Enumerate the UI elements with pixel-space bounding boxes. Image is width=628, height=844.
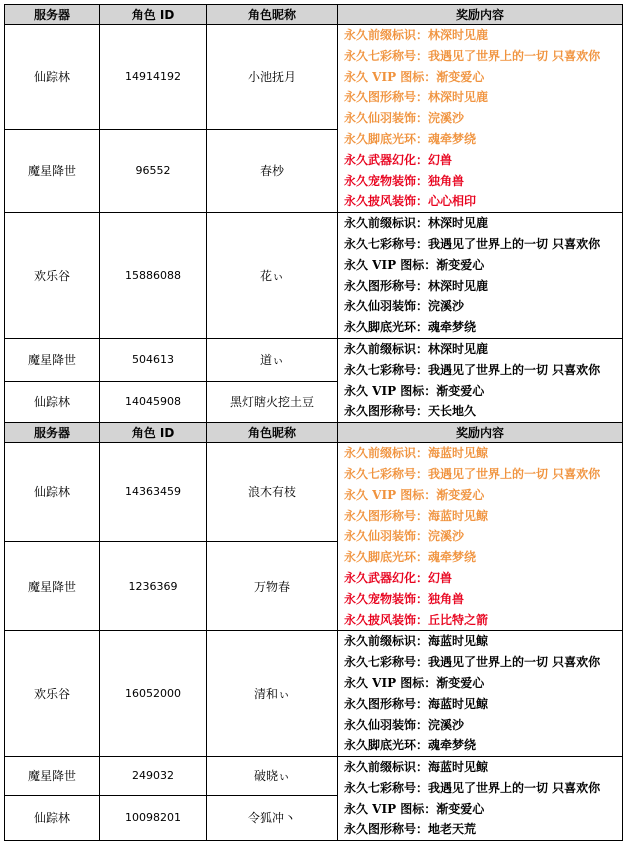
reward-line: 永久七彩称号：我遇见了世界上的一切 只喜欢你 <box>344 236 601 251</box>
reward-line: 永久仙羽装饰：浣溪沙 <box>344 299 465 314</box>
server-cell: 魔星降世 <box>5 541 100 631</box>
reward-line: 永久七彩称号：我遇见了世界上的一切 只喜欢你 <box>344 655 601 670</box>
reward-line: 永久前缀标识：海蓝时见鲸 <box>344 760 489 775</box>
nickname-cell: 浪木有枝 <box>207 443 338 542</box>
reward-line: 永久图形称号：天长地久 <box>344 404 477 419</box>
reward-cell <box>338 443 623 631</box>
reward-line: 永久宠物装饰：独角兽 <box>344 173 465 188</box>
header-role-id: 角色 ID <box>100 5 207 25</box>
reward-cell <box>338 338 623 422</box>
reward-line: 永久图形称号：林深时见鹿 <box>344 278 489 293</box>
reward-line: 永久图形称号：海蓝时见鲸 <box>344 696 489 711</box>
role-id-cell: 1236369 <box>100 541 207 631</box>
reward-table <box>4 4 623 841</box>
server-cell: 魔星降世 <box>5 129 100 213</box>
reward-line: 永久前缀标识：林深时见鹿 <box>344 341 489 356</box>
header-reward: 奖励内容 <box>338 5 623 25</box>
reward-line: 永久 VIP 图标：渐变爱心 <box>344 383 485 398</box>
reward-line: 永久七彩称号：我遇见了世界上的一切 只喜欢你 <box>344 780 601 795</box>
header-server: 服务器 <box>5 5 100 25</box>
role-id-cell: 16052000 <box>100 631 207 757</box>
reward-line: 永久脚底光环：魂牵梦绕 <box>344 131 477 146</box>
reward-line: 永久披风装饰：丘比特之箭 <box>344 612 489 627</box>
header-nickname: 角色昵称 <box>207 423 338 443</box>
header-row <box>5 423 623 443</box>
reward-line: 永久 VIP 图标：渐变爱心 <box>344 675 485 690</box>
reward-cell <box>338 25 623 213</box>
server-cell: 欢乐谷 <box>5 213 100 339</box>
reward-line: 永久七彩称号：我遇见了世界上的一切 只喜欢你 <box>344 362 601 377</box>
reward-line: 永久前缀标识：林深时见鹿 <box>344 28 489 42</box>
nickname-cell: 令狐冲丶 <box>207 795 338 841</box>
reward-line: 永久武器幻化：幻兽 <box>344 570 453 585</box>
reward-line: 永久仙羽装饰：浣溪沙 <box>344 111 465 126</box>
table-row <box>5 25 623 130</box>
table-row <box>5 443 623 542</box>
reward-line: 永久前缀标识：海蓝时见鲸 <box>344 634 489 649</box>
reward-line: 永久宠物装饰：独角兽 <box>344 591 465 606</box>
role-id-cell: 14045908 <box>100 381 207 423</box>
nickname-cell: 道ぃ <box>207 338 338 381</box>
nickname-cell: 花ぃ <box>207 213 338 339</box>
table-row <box>5 338 623 381</box>
reward-line: 永久脚底光环：魂牵梦绕 <box>344 550 477 565</box>
reward-line: 永久图形称号：海蓝时见鲸 <box>344 508 489 523</box>
role-id-cell: 15886088 <box>100 213 207 339</box>
server-cell: 欢乐谷 <box>5 631 100 757</box>
server-cell: 仙踪林 <box>5 443 100 542</box>
table-row <box>5 213 623 339</box>
nickname-cell: 春杪 <box>207 129 338 213</box>
reward-line: 永久脚底光环：魂牵梦绕 <box>344 738 477 753</box>
server-cell: 仙踪林 <box>5 795 100 841</box>
reward-line: 永久 VIP 图标：渐变爱心 <box>344 801 485 816</box>
role-id-cell: 96552 <box>100 129 207 213</box>
reward-line: 永久 VIP 图标：渐变爱心 <box>344 487 485 502</box>
nickname-cell: 清和ぃ <box>207 631 338 757</box>
reward-line: 永久 VIP 图标：渐变爱心 <box>344 257 485 272</box>
header-row <box>5 5 623 25</box>
nickname-cell: 破晓ぃ <box>207 757 338 796</box>
header-nickname: 角色昵称 <box>207 5 338 25</box>
reward-line: 永久披风装饰：心心相印 <box>344 194 477 209</box>
role-id-cell: 14914192 <box>100 25 207 130</box>
reward-line: 永久前缀标识：海蓝时见鲸 <box>344 446 489 461</box>
nickname-cell: 小池抚月 <box>207 25 338 130</box>
server-cell: 魔星降世 <box>5 338 100 381</box>
server-cell: 魔星降世 <box>5 757 100 796</box>
header-reward: 奖励内容 <box>338 423 623 443</box>
reward-line: 永久图形称号：林深时见鹿 <box>344 90 489 105</box>
reward-line: 永久仙羽装饰：浣溪沙 <box>344 529 465 544</box>
header-role-id: 角色 ID <box>100 423 207 443</box>
table-row <box>5 757 623 796</box>
reward-line: 永久脚底光环：魂牵梦绕 <box>344 320 477 335</box>
role-id-cell: 504613 <box>100 338 207 381</box>
reward-line: 永久七彩称号：我遇见了世界上的一切 只喜欢你 <box>344 48 601 63</box>
reward-line: 永久前缀标识：林深时见鹿 <box>344 216 489 231</box>
table-row <box>5 631 623 757</box>
reward-cell <box>338 757 623 841</box>
role-id-cell: 10098201 <box>100 795 207 841</box>
reward-table-container <box>4 4 622 841</box>
reward-cell <box>338 213 623 339</box>
reward-line: 永久 VIP 图标：渐变爱心 <box>344 69 485 84</box>
server-cell: 仙踪林 <box>5 381 100 423</box>
reward-cell <box>338 631 623 757</box>
role-id-cell: 249032 <box>100 757 207 796</box>
reward-line: 永久七彩称号：我遇见了世界上的一切 只喜欢你 <box>344 466 601 481</box>
header-server: 服务器 <box>5 423 100 443</box>
role-id-cell: 14363459 <box>100 443 207 542</box>
reward-line: 永久仙羽装饰：浣溪沙 <box>344 717 465 732</box>
server-cell: 仙踪林 <box>5 25 100 130</box>
reward-line: 永久图形称号：地老天荒 <box>344 822 477 837</box>
reward-line: 永久武器幻化：幻兽 <box>344 152 453 167</box>
nickname-cell: 黑灯瞎火挖土豆 <box>207 381 338 423</box>
nickname-cell: 万物春 <box>207 541 338 631</box>
